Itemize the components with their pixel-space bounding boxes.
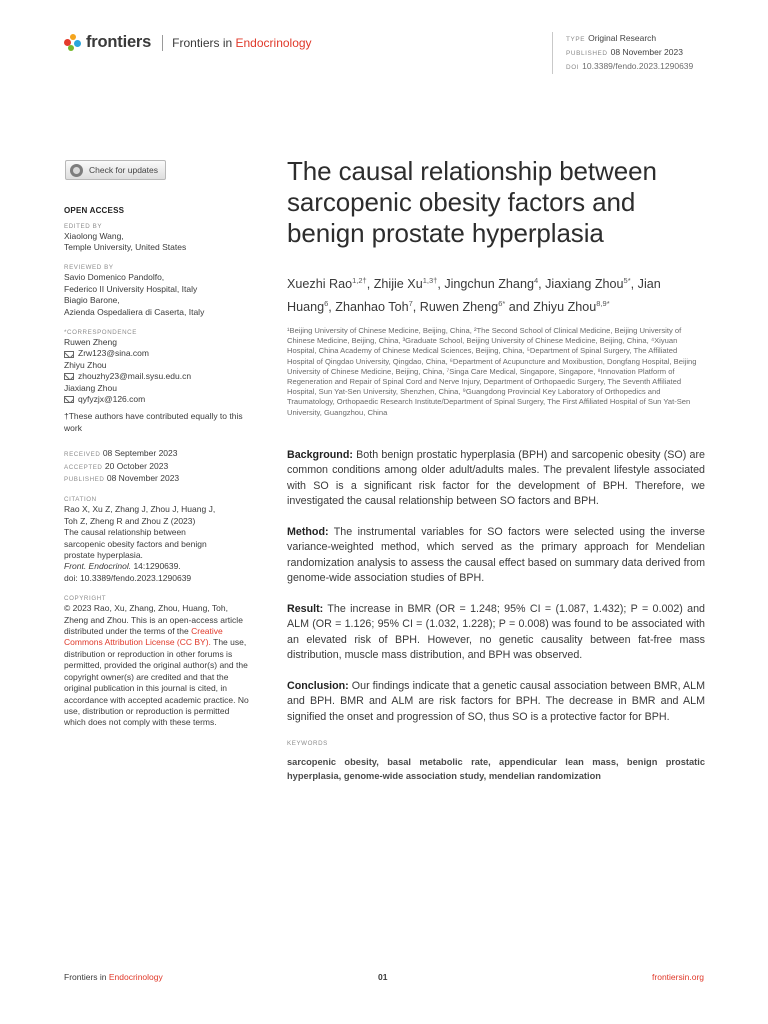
main-content [287, 156, 705, 783]
affiliations: ¹Beijing University of Chinese Medicine, Beijing, China, ²The Second School of Clinical Medicine, Beijing University of Chinese Medicine, Beijing, China, ³Graduate School, Beijing University of Chinese Medicine, Beijing, China, ⁴Xiyuan Hospital, China Academy of Chinese Medical Sciences, Beijing, China, ⁵Department of Spinal Surgery, The Affiliated Hospital of Qingdao University, Qingdao, China, ⁶Department of Acupuncture and Moxibustion, Dongfang Hospital, Beijing University of Chinese Medicine, Beijing, China, ⁷Singa Care Medical, Singapore, Singapore, ⁸Innovation Platform of Regeneration and Repair of Spinal Cord and Nerve Injury, Department of Orthopaedic Surgery, The Seventh Affiliated Hospital, Sun Yat-Sen University, Shenzhen, China, ⁹Guangdong Provincial Key Laboratory of Orthopedics and Traumatology, Orthopaedic Research Institute/Department of Spinal Surgery, The First Affiliated Hospital of Sun Yat-Sen University, Guangzhou, China [287, 326, 697, 417]
article-meta [552, 32, 693, 74]
citation: Rao X, Xu Z, Zhang J, Zhou J, Huang J, Toh Z, Zheng R and Zhou Z (2023) The causal relationship between sarcopenic obesity factors and benign prostate hyperplasia. Front. Endocrinol. 14:1290639. doi: 10.3389/fendo.2023.1290639 [64, 504, 216, 583]
doi-link[interactable]: 10.3389/fendo.2023.1290639 [582, 61, 694, 71]
author: Zhanhao Toh [335, 300, 409, 314]
reviewed-by-heading: REVIEWED BY [64, 264, 114, 272]
copyright-text: © 2023 Rao, Xu, Zhang, Zhou, Huang, Toh, Zheng and Zhou. This is an open-access article distributed under the terms of the Creative Commons Attribution License (CC BY). The use, distribution or reproduction in other forums is permitted, provided the original author(s) and the copyright owner(s) are credited and that the original publication in this journal is cited, in accordance with accepted academic practice. No use, distribution or reproduction is permitted which does not comply with these terms. [64, 603, 249, 728]
author: Zhiyu Zhou [533, 300, 597, 314]
author: Ruwen Zheng [419, 300, 499, 314]
keywords-heading: KEYWORDS [287, 740, 328, 748]
email-link[interactable]: zhouzhy23@mail.sysu.edu.cn [78, 371, 192, 382]
author: Jingchun Zhang [444, 277, 534, 291]
author-list: Xuezhi Rao$^{1,2\dagger}$, Zhijie $Xu^{1,3\dagger}$, Jingchun Zhang$^4$, Jiaxiang Zhou$^{5*}$, Jian Huang$^6$, Zhanhao Toh$^7$, Ruwen Zheng$^{6*}$ and Zhiyu Zhou$^{8,9*}$ [287, 276, 661, 314]
email-icon [64, 351, 74, 358]
footer-journal: Frontiers in Endocrinology [64, 972, 163, 982]
meta-type: TYPE Original Research [566, 33, 657, 43]
journal-name: Frontiers in Endocrinology [172, 35, 312, 50]
email-link[interactable]: qyfyzjx@126.com [78, 393, 146, 404]
check-updates-icon [70, 164, 83, 177]
page-number: 01 [378, 972, 388, 982]
email-icon [64, 396, 74, 403]
correspondence: Ruwen Zheng Zrw123@sina.com Zhiyu Zhou zhouzhy23@mail.sysu.edu.cn Jiaxiang Zhou qyfyzjx@126.com [64, 336, 192, 404]
open-access-label: OPEN ACCESS [64, 205, 125, 215]
edited-by: Xiaolong Wang, Temple University, United States [64, 230, 187, 252]
meta-doi: DOI 10.3389/fendo.2023.1290639 [566, 61, 694, 71]
author: Jian Huang [287, 277, 661, 314]
frontiers-logo-icon [64, 34, 82, 52]
email-link[interactable]: Zrw123@sina.com [78, 348, 149, 359]
citation-heading: CITATION [64, 496, 97, 504]
author: Jiaxiang Zhou [545, 277, 624, 291]
left-sidebar [64, 160, 250, 729]
abstract-method: Method: The instrumental variables for SO factors were selected using the inverse variance-weighted method, which served as the primary approach for Mendelian randomization analysis to assess the causal effect based on summary data derived from genome-wide association studies of BPH. [287, 525, 705, 585]
equal-contribution-note: †These authors have contributed equally to this work [64, 411, 243, 433]
keywords: sarcopenic obesity, basal metabolic rate, appendicular lean mass, benign prostatic hyperplasia, genome-wide association study, mendelian randomization [287, 757, 705, 781]
check-for-updates-button[interactable]: Check for updates [65, 160, 166, 180]
reviewed-by: Savio Domenico Pandolfo, Federico II University Hospital, Italy Biagio Barone, Azienda Ospedaliera di Caserta, Italy [64, 272, 205, 317]
abstract-conclusion: Conclusion: Our findings indicate that a genetic causal association between BMR, ALM and BPH. BMR and ALM are risk factors for BPH. The decrease in BMR and ALM signified the onset and progression of SO, thus SO is a protective factor for BPH. [287, 679, 705, 723]
edited-by-heading: EDITED BY [64, 222, 103, 230]
header-divider [162, 35, 163, 51]
journal-header [64, 33, 312, 52]
brand-name: frontiers [86, 33, 152, 51]
correspondence-heading: *CORRESPONDENCE [64, 328, 137, 336]
author: Xuezhi Rao [287, 277, 353, 291]
author: Zhijie Xu [373, 277, 423, 291]
email-icon [64, 373, 74, 380]
abstract-result: Result: The increase in BMR (OR = 1.248; 95% CI = (1.087, 1.432); P = 0.002) and ALM (OR = 1.126; 95% CI = (1.032, 1.228); P = 0.008) was found to be associated with an elevated risk of BPH. However, no genetic causality between fat-free mass distribution, muscle mass distribution, and BPH was observed. [287, 602, 705, 662]
article-dates: RECEIVED 08 September 2023 ACCEPTED 20 October 2023 PUBLISHED 08 November 2023 [64, 448, 180, 483]
footer-site-link[interactable]: frontiersin.org [652, 972, 704, 982]
cc-by-license-link[interactable]: Creative Commons Attribution License (CC BY). [64, 626, 223, 648]
abstract [287, 448, 705, 726]
copyright-heading: COPYRIGHT [64, 595, 107, 603]
abstract-background: Background: Both benign prostatic hyperplasia (BPH) and sarcopenic obesity (SO) are common conditions among older adult/adults males. The prevalent lifestyle associated with SO is a significant risk factor for the development of BPH. Therefore, we investigated the causal relationship between SO factors and BPH. [287, 448, 705, 508]
article-title: The causal relationship between sarcopenic obesity factors and benign prostate hyperplasia [287, 156, 657, 248]
meta-published: PUBLISHED 08 November 2023 [566, 47, 683, 57]
